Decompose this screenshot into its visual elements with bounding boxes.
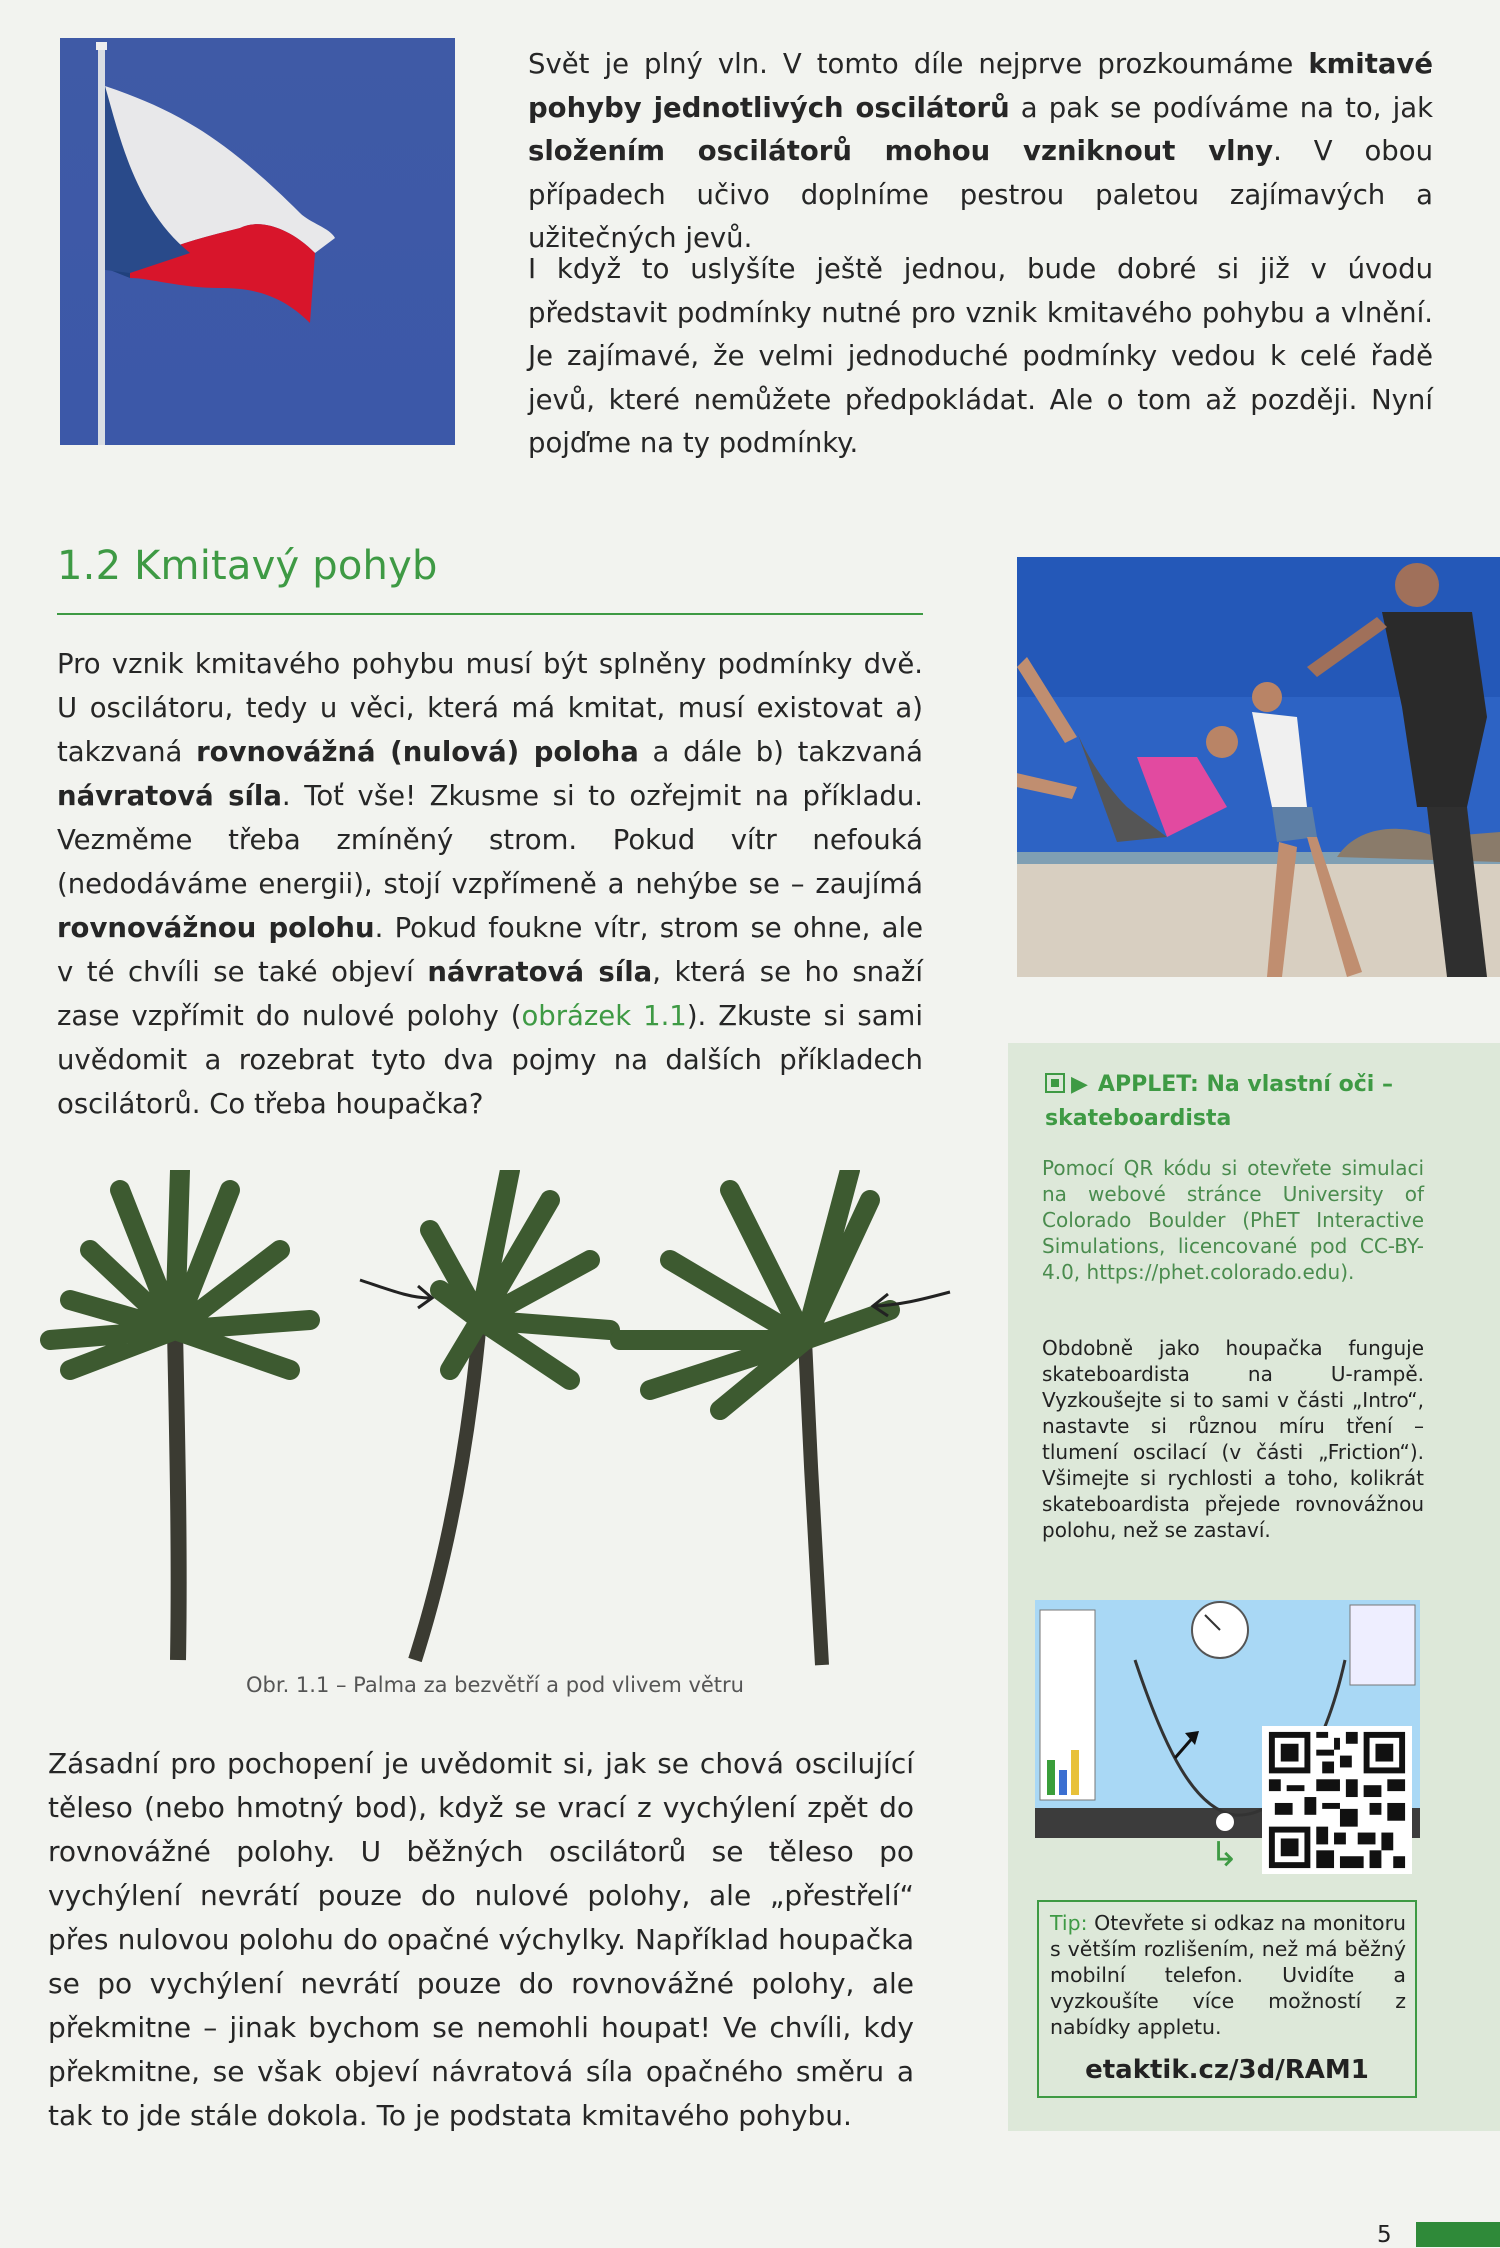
applet-description: Obdobně jako houpačka funguje skateboardista na U-rampě. Vyzkoušejte si to sami v části „Intro“, nastavte si různou míru tření – tlumení oscilací (v části „Friction“). Všimejte si rychlosti a toho, kolikrát skateboardista přejede rovnovážnou polohu, než se zastaví.: [1042, 1336, 1424, 1542]
qr-code[interactable]: [1262, 1726, 1412, 1874]
palm-trees-illustration: [30, 1170, 960, 1670]
tip-label: Tip:: [1050, 1911, 1088, 1935]
intro-paragraph-2: I když to uslyšíte ještě jednou, bude dobré si již v úvodu představit podmínky nutné pro vznik kmitavého pohybu a vlnění. Je zajímavé, že velmi jednoduché podmínky vedou k celé řadě jevů, které nemůžete předpokládat. Ale o tom až později. Nyní pojďme na ty podmínky.: [528, 253, 1433, 459]
play-icon: ▶: [1071, 1072, 1088, 1097]
tip-text: Tip: Otevřete si odkaz na monitoru s větším rozlišením, než má běžný mobilní telefon. Uvidíte a vyzkoušíte více možností z nabídky appletu.: [1050, 1911, 1406, 2039]
page-number: 5: [1377, 2222, 1392, 2248]
link-arrow-icon: ↳: [1210, 1835, 1239, 1875]
qr-icon: [1045, 1073, 1065, 1093]
figure-caption: Obr. 1.1 – Palma za bezvětří a pod vlivem větru: [246, 1673, 744, 1697]
section-rule: [57, 613, 923, 615]
section-heading: 1.2 Kmitavý pohyb: [57, 543, 438, 589]
tip-url-link[interactable]: etaktik.cz/3d/RAM1: [1085, 2055, 1369, 2085]
applet-credit: Pomocí QR kódu si otevřete simulaci na webové stránce University of Colorado Boulder (PhET Interactive Simulations, licencované pod CC-BY-4.0, https://phet.colorado.edu).: [1042, 1156, 1424, 1284]
page-number-bar: [1416, 2222, 1500, 2247]
flag-photo: [60, 38, 455, 445]
figure-link[interactable]: obrázek 1.1: [521, 1000, 687, 1032]
body-paragraph-2: Zásadní pro pochopení je uvědomit si, jak se chová oscilující těleso (nebo hmotný bod), když se vrací z vychýlení zpět do rovnovážné polohy. U běžných oscilátorů se těleso po vychýlení nevrátí pouze do nulové polohy, ale „přestřelí“ přes nulovou polohu do opačné výchylky. Například houpačka se po vychýlení nevrátí pouze do rovnovážné polohy, ale překmitne – jinak bychom se nemohli houpat! Ve chvíli, kdy překmitne, se však objeví návratová síla opačného směru a tak to jde stále dokola. To je podstata kmitavého pohybu.: [48, 1747, 914, 2132]
beach-swing-photo: [1017, 557, 1500, 977]
body-paragraph-1: Pro vznik kmitavého pohybu musí být splněny podmínky dvě. U oscilátoru, tedy u věci, která má kmitat, musí existovat a) takzvaná rovnovážná (nulová) poloha a dále b) takzvaná návratová síla. Toť vše! Zkusme si to ozřejmit na příkladu. Vezměme třeba zmíněný strom. Pokud vítr nefouká (nedodáváme energii), stojí vzpřímeně a nehýbe se – zaujímá rovnovážnou polohu. Pokud foukne vítr, strom se ohne, ale v té chvíli se také objeví návratová síla, která se ho snaží zase vzpřímit do nulové polohy (obrázek 1.1). Zkuste si sami uvědomit a rozebrat tyto dva pojmy na dalších příkladech oscilátorů. Co třeba houpačka?: [57, 648, 923, 1120]
intro-paragraph-1: Svět je plný vln. V tomto díle nejprve prozkoumáme kmitavé pohyby jednotlivých oscilátorů a pak se podíváme na to, jak složením oscilátorů mohou vzniknout vlny. V obou případech učivo doplníme pestrou paletou zajímavých a užitečných jevů.: [528, 48, 1434, 254]
applet-title: ▶ APPLET: Na vlastní oči – skateboardista: [1045, 1072, 1393, 1131]
